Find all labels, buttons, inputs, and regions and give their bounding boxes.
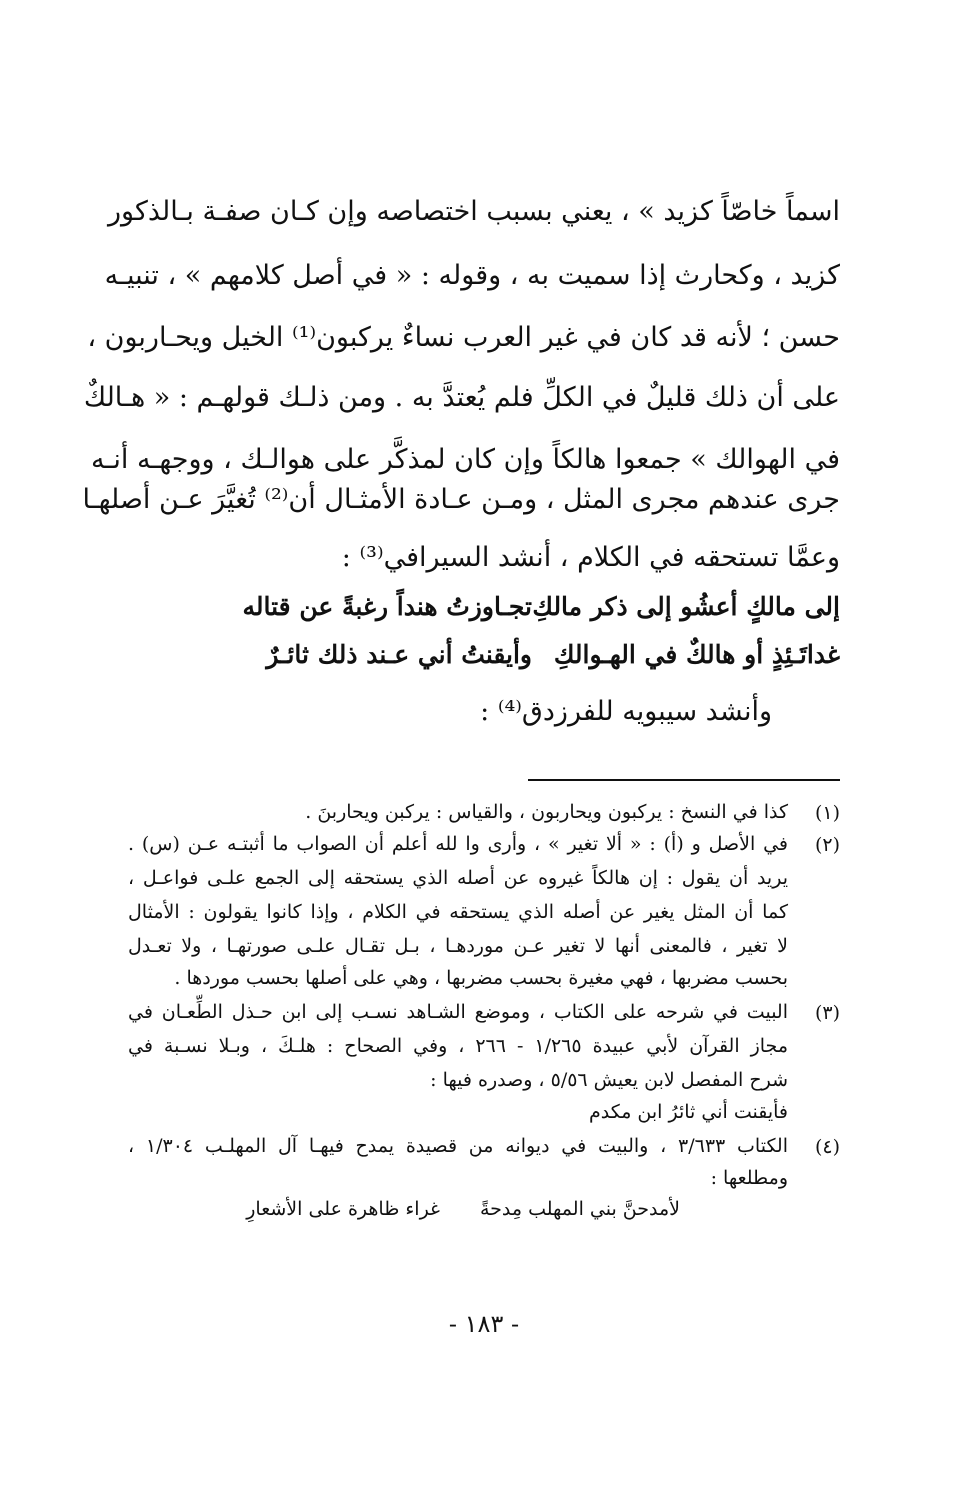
body-line: حسن ؛ لأنه قد كان في غير العرب نساءٌ يركبون⁽¹⁾ الخيل ويحـاربون ، bbox=[87, 322, 840, 353]
footnote-line: فأيقنت أني ثائرُ ابن مكدم bbox=[588, 1101, 788, 1123]
footnote-line: يريد أن يقول : إن هالكاً غيروه عن أصله الذي يستحقه إلى الجمع علـى فواعـل ، bbox=[128, 867, 788, 889]
footnote-line: كما أن المثل يغير عن أصله الذي يستحقه في الكلام ، وإذا كانوا يقولون : الأمثال bbox=[128, 901, 788, 923]
footnote-line: الكتاب ٣/٦٣٣ ، والبيت في ديوانه من قصيدة يمدح فيهـا آل المهلـب ١/٣٠٤ ، bbox=[128, 1135, 789, 1157]
footnote-line: ومطلعها : bbox=[710, 1167, 788, 1189]
footnote-number: (٣) bbox=[814, 1002, 840, 1024]
footnote-line: بحسب مضربها ، فهي مغيرة بحسب مضربها ، وهي على أصلها بحسب موردها . bbox=[174, 967, 788, 989]
footnote-line: لا تغير ، فالمعنى أنها لا تغير عـن موردهـا ، بـل تقـال علـى صورتهـا ، ولا تعـدل bbox=[128, 935, 788, 957]
verse-right-hemistich: تجـاوزتُ هنداً رغبةً عن قتاله bbox=[242, 592, 532, 621]
footnote-verse-right: لأمدحنَّ بني المهلب مِدحةً bbox=[479, 1198, 680, 1220]
verse-introduction: وأنشد سيبويه للفرزدق⁽⁴⁾ : bbox=[480, 696, 772, 727]
verse-right-hemistich: وأيقنتُ أني عـند ذلك ثائـرٌ bbox=[266, 640, 532, 669]
footnote-line: شرح المفصل لابن يعيش ٥/٥٦ ، وصدره فيها : bbox=[430, 1069, 788, 1091]
body-line: اسماً خاصّاً كزيد » ، يعني بسبب اختصاصه وإن كـان صفـة بـالذكور bbox=[108, 196, 840, 227]
body-line: وعمَّا تستحقه في الكلام ، أنشد السيرافي⁽³⁾ : bbox=[341, 542, 840, 573]
page-number: - ١٨٣ - bbox=[448, 1310, 520, 1338]
footnote-line: مجاز القرآن لأبي عبيدة ١/٢٦٥ - ٢٦٦ ، وفي الصحاح : هلـكَ ، وبـلا نسـبة في bbox=[128, 1035, 789, 1057]
footnote-number: (٢) bbox=[814, 834, 840, 856]
footnote-number: (١) bbox=[814, 802, 840, 824]
footnote-line: في الأصل و (أ) : « ألا تغير » ، وأرى وا لله أعلم أن الصواب ما أثبتـه عـن (س) . bbox=[128, 833, 788, 855]
body-line: كزيد ، وكحارث إذا سميت به ، وقوله : « في أصل كلامهم » ، تنبيـه bbox=[104, 260, 840, 291]
footnote-number: (٤) bbox=[814, 1136, 840, 1158]
footnote-line: كذا في النسخ : يركبون ويحاربون ، والقياس : يركبن ويحاربنَ . bbox=[305, 801, 788, 823]
body-line: في الهوالك » جمعوا هالكاً وإن كان لمذكَّر على هوالـك ، ووجهـه أنـه bbox=[90, 444, 840, 475]
body-line: جرى عندهم مجرى المثل ، ومـن عـادة الأمثـال أن⁽²⁾ تُغيَّرَ عـن أصلهـا bbox=[82, 484, 840, 515]
footnote-verse-left: غراء ظاهرة على الأشعارِ bbox=[246, 1198, 440, 1220]
verse-left-hemistich: إلى مالكٍ أعشُو إلى ذكر مالكِ bbox=[532, 592, 840, 621]
verse-left-hemistich: غداتَـئِذٍ أو هالكٌ في الهـوالكِ bbox=[553, 640, 840, 669]
footnote-line: البيت في شرحه على الكتاب ، وموضع الشـاهد نسـب إلى ابن حـذل الطِّعـان في bbox=[128, 1001, 788, 1023]
footnote-separator bbox=[528, 779, 840, 781]
body-line: على أن ذلك قليلٌ في الكلِّ فلم يُعتدَّ به . ومن ذلـك قولهـم : « هـالكٌ bbox=[83, 382, 840, 413]
